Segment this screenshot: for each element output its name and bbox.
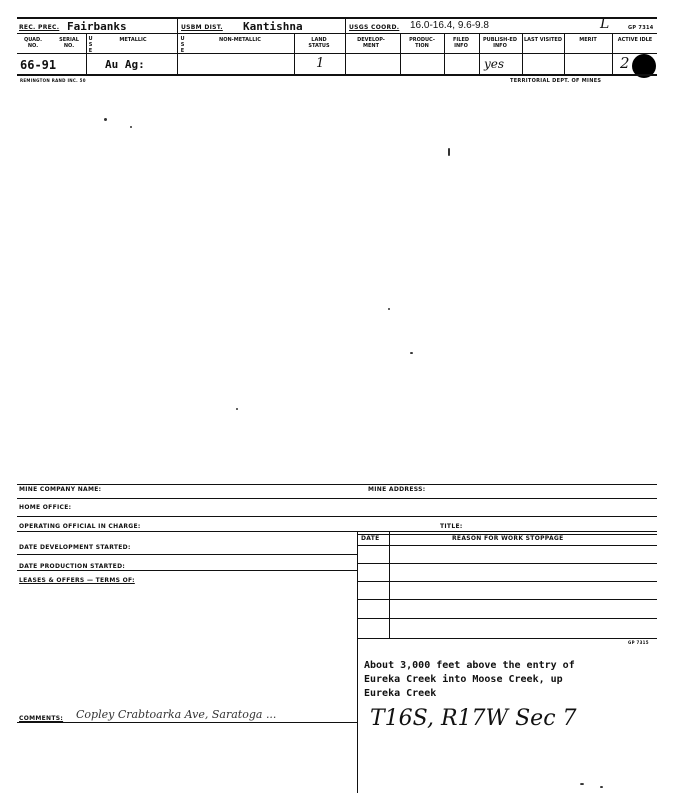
col-use-metallic: U S E xyxy=(88,36,93,54)
land-status-value: 1 xyxy=(316,56,325,71)
form-number-2: GP 7315 xyxy=(628,640,649,645)
printer-mark: REMINGTON RAND INC. 50 xyxy=(20,78,86,83)
scan-speck xyxy=(130,126,132,128)
rec-prec-value: Fairbanks xyxy=(67,20,127,33)
scan-speck xyxy=(104,118,107,121)
col-non-metallic: NON-METALLIC xyxy=(219,37,261,43)
row-rule xyxy=(17,53,657,54)
col-metallic: METALLIC xyxy=(119,37,147,43)
active-idle-value: 2 xyxy=(620,54,630,72)
date-prod-started-label: DATE PRODUCTION STARTED: xyxy=(19,563,126,570)
col-use-nonmetallic: U S E xyxy=(180,36,185,54)
operating-official-label: OPERATING OFFICIAL IN CHARGE: xyxy=(19,523,141,530)
form-rule xyxy=(17,484,657,485)
col-land-status: LAND STATUS xyxy=(308,37,330,49)
form-divider xyxy=(357,531,358,793)
form-rule xyxy=(358,581,657,582)
col-filed-info: FILED INFO xyxy=(452,37,470,49)
date-col-divider xyxy=(389,531,390,639)
header-rule xyxy=(17,33,657,34)
divider xyxy=(345,17,346,74)
col-last-visited: LAST VISITED xyxy=(524,37,562,43)
form-rule xyxy=(358,638,657,639)
metallic-value: Au Ag: xyxy=(105,58,145,71)
location-note-line3: Eureka Creek xyxy=(364,688,437,699)
published-info-value: yes xyxy=(484,57,505,71)
usbm-dist-label: USBM DIST. xyxy=(181,24,223,31)
location-note-line2: Eureka Creek into Moose Creek, up xyxy=(364,674,563,685)
form-rule xyxy=(17,554,357,555)
col-active-idle: ACTIVE IDLE xyxy=(617,37,653,43)
title-label: TITLE: xyxy=(440,523,463,530)
col-published-info: PUBLISH-ED INFO xyxy=(482,37,517,49)
leases-label: LEASES & OFFERS — TERMS OF: xyxy=(19,577,135,584)
date-col-label: DATE xyxy=(361,535,380,542)
legal-description: T16S, R17W Sec 7 xyxy=(370,706,577,731)
location-note-line1: About 3,000 feet above the entry of xyxy=(364,660,575,671)
mine-company-label: MINE COMPANY NAME: xyxy=(19,486,102,493)
corner-mark: L xyxy=(600,16,610,32)
scan-speck xyxy=(448,148,450,156)
col-serial-no: SERIAL NO. xyxy=(59,37,79,49)
form-rule xyxy=(17,531,657,532)
usgs-coord-label: USGS COORD. xyxy=(349,24,400,31)
dept-label: TERRITORIAL DEPT. OF MINES xyxy=(510,78,602,84)
form-rule xyxy=(17,722,357,723)
scan-speck xyxy=(388,308,390,310)
form-rule xyxy=(358,599,657,600)
col-merit: MERIT xyxy=(579,37,597,43)
rec-prec-label: REC. PREC. xyxy=(19,24,60,31)
date-dev-started-label: DATE DEVELOPMENT STARTED: xyxy=(19,544,131,551)
usgs-coord-value: 16.0-16.4, 9.6-9.8 xyxy=(410,20,489,31)
form-number: GP 7314 xyxy=(628,25,654,31)
scan-speck xyxy=(236,408,238,410)
header-bottom-rule xyxy=(17,74,657,76)
comments-value: Copley Crabtoarka Ave, Saratoga ... xyxy=(76,708,277,721)
usbm-dist-value: Kantishna xyxy=(243,20,303,33)
form-rule xyxy=(358,618,657,619)
home-office-label: HOME OFFICE: xyxy=(19,504,72,511)
scan-speck xyxy=(410,352,413,354)
quad-serial-value: 66-91 xyxy=(20,58,57,72)
reason-col-label: REASON FOR WORK STOPPAGE xyxy=(452,535,564,542)
header-top-rule xyxy=(17,17,657,19)
form-rule xyxy=(17,570,357,571)
form-rule xyxy=(358,545,657,546)
col-development: DEVELOP-MENT xyxy=(357,37,385,49)
mine-address-label: MINE ADDRESS: xyxy=(368,486,426,493)
form-rule xyxy=(17,498,657,499)
form-rule xyxy=(358,563,657,564)
divider xyxy=(177,17,178,74)
scan-speck xyxy=(580,783,584,785)
form-rule xyxy=(17,516,657,517)
col-production: PRODUC-TION xyxy=(409,37,435,49)
scan-speck xyxy=(600,786,603,788)
col-quad-no: QUAD. NO. xyxy=(23,37,43,49)
comments-label: COMMENTS: xyxy=(19,715,64,722)
